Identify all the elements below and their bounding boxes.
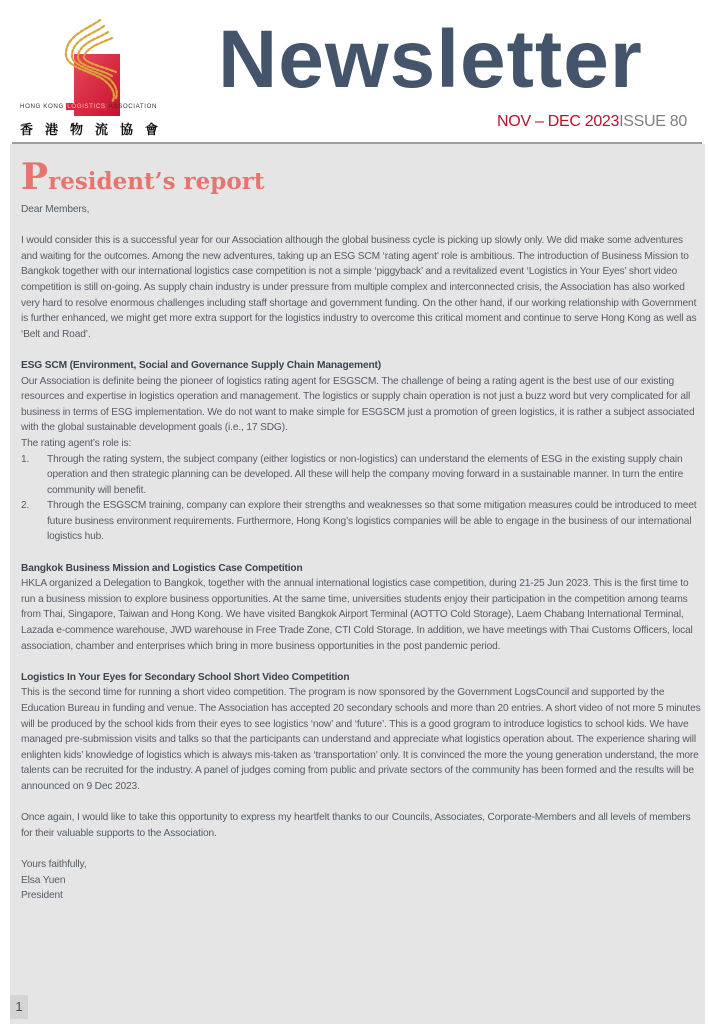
- logo-text-association: ASSOCIATION: [108, 103, 158, 110]
- issue-info: [497, 113, 687, 131]
- list-number: 2.: [21, 500, 30, 512]
- newsletter-header: [0, 0, 709, 144]
- article-body: [21, 202, 701, 904]
- logo-english-name: [20, 103, 190, 110]
- article-panel: [10, 144, 705, 1024]
- signer-name: Elsa Yuen: [21, 874, 66, 886]
- list-item-text: Through the ESGSCM training, company can explore their strengths and weaknesses so that some mitigation measures could be introduced to meet future business environment requirements. Furthermore, Hong Kong’s logistics companies will be able to engage in the business of our international logistics hub.: [47, 500, 697, 543]
- issue-date: NOV – DEC 2023: [497, 113, 620, 130]
- section-body-video: This is the second time for running a short video competition. The program is now sponsored by the Government LogsCouncil and supported by the Education Bureau in funding and venue. The Association has accepted 20 secondary schools and more than 20 entries. A short video of not more 5 minutes will be produced by the school kids from their eyes to see logistics ‘now’ and ‘future’. This is a good grogram to introduce logistics to school kids. We have managed pre-submission visits and talks so that the participants can understand and appreciate what logistics operation about. The experience sharing will enlighten kids’ knowledge of logistics which is always mis-taken as ‘transportation’ only. It is convinced the more the young generation understand, the more talents can be recruited for the industry. A panel of judges coming from public and private sectors of the community has been formed and the results will be announced on 9 Dec 2023.: [21, 687, 701, 792]
- section-heading-bangkok: Bangkok Business Mission and Logistics Case Competition: [21, 562, 303, 574]
- signer-title: President: [21, 890, 63, 902]
- intro-paragraph: I would consider this is a successful year for our Association although the global business cycle is picking up slowly only. We did make some adventures and waiting for the outcomes. Among the new adventures, taking up an ESG SCM ‘rating agent’ role is ambitious. The introduction of Business Mission to Bangkok together with our international logistics case competition is not a simple ‘piggyback’ and a revitalized event ‘Logistics in Your Eyes’ short video competition is still on-going. As supply chain industry is under pressure from multiple complex and interconnected crisis, the Association has also worked very hard to resolve enormous challenges including staff shortage and government funding. On the other hand, if our working relationship with Government is further enhanced, we might get more extra support for the logistics industry to overcome this critical moment and continue to serve Hong Kong as well as ‘Belt and Road’.: [21, 235, 697, 340]
- list-item: [21, 498, 701, 545]
- newsletter-masthead: Newsletter: [218, 14, 643, 105]
- title-drop-cap: P: [21, 156, 49, 198]
- list-item: [21, 452, 701, 499]
- salutation: Dear Members,: [21, 204, 90, 215]
- page-number: 1: [10, 995, 28, 1019]
- hkla-dragon-logo-icon: [60, 16, 122, 116]
- list-number: 1.: [21, 453, 30, 465]
- rating-role-list: [21, 452, 701, 546]
- issue-number: ISSUE 80: [619, 113, 687, 130]
- article-title: [21, 156, 264, 198]
- list-item-text: Through the rating system, the subject company (either logistics or non-logistics) can understand the elements of ESG in the existing supply chain operation and then strategic planning can be developed. All these will help the company moving forward in a sustainable manner. In turn the entire community will benefit.: [47, 453, 684, 496]
- section-heading-esg: ESG SCM (Environment, Social and Governance Supply Chain Management): [21, 359, 382, 371]
- title-text: resident’s report: [48, 168, 265, 195]
- logo-text-logistics: LOGISTICS: [67, 103, 106, 110]
- logo-chinese-name: 香港物流協會: [20, 123, 171, 138]
- hkla-logo: [18, 12, 188, 137]
- section-body-bangkok: HKLA organized a Delegation to Bangkok, together with the annual international logistics case competition, during 21-25 Jun 2023. This is the first time to run a business mission to explore business opportunities. At the same time, universities students enjoy their participation in the competition among teams from Thai, Singapore, Taiwan and Hong Kong. We have visited Bangkok Airport Terminal (AOTTO Cold Storage), Laem Chabang International Terminal, Lazada e-commence warehouse, JWD warehouse in Free Trade Zone, CTI Cold Storage. In addition, we have meetings with Thai Customs Officers, local association, chamber and enterprises which bring in more business opportunities in the post pandemic period.: [21, 578, 693, 652]
- section-body-esg: Our Association is definite being the pioneer of logistics rating agent for ESGSCM. The challenge of being a rating agent is the best use of our existing resources and expertise in logistics operation and management. The logistics or supply chain operation is not just a buzz word but very complicated for all business in terms of ESG implementation. We do not want to make simple for ESGSCM just a promotion of green logistics, it is rather a subject associated with the global sustainable development goals (i.e., 17 SDG).: [21, 375, 695, 434]
- signoff: Yours faithfully,: [21, 858, 87, 870]
- logo-text-hong-kong: HONG KONG: [20, 103, 64, 110]
- section-heading-video: Logistics In Your Eyes for Secondary School Short Video Competition: [21, 671, 350, 683]
- closing-paragraph: Once again, I would like to take this opportunity to express my heartfelt thanks to our Councils, Associates, Corporate-Members and all levels of members for their valuable supports to the Association.: [21, 812, 691, 839]
- list-intro: The rating agent’s role is:: [21, 437, 132, 449]
